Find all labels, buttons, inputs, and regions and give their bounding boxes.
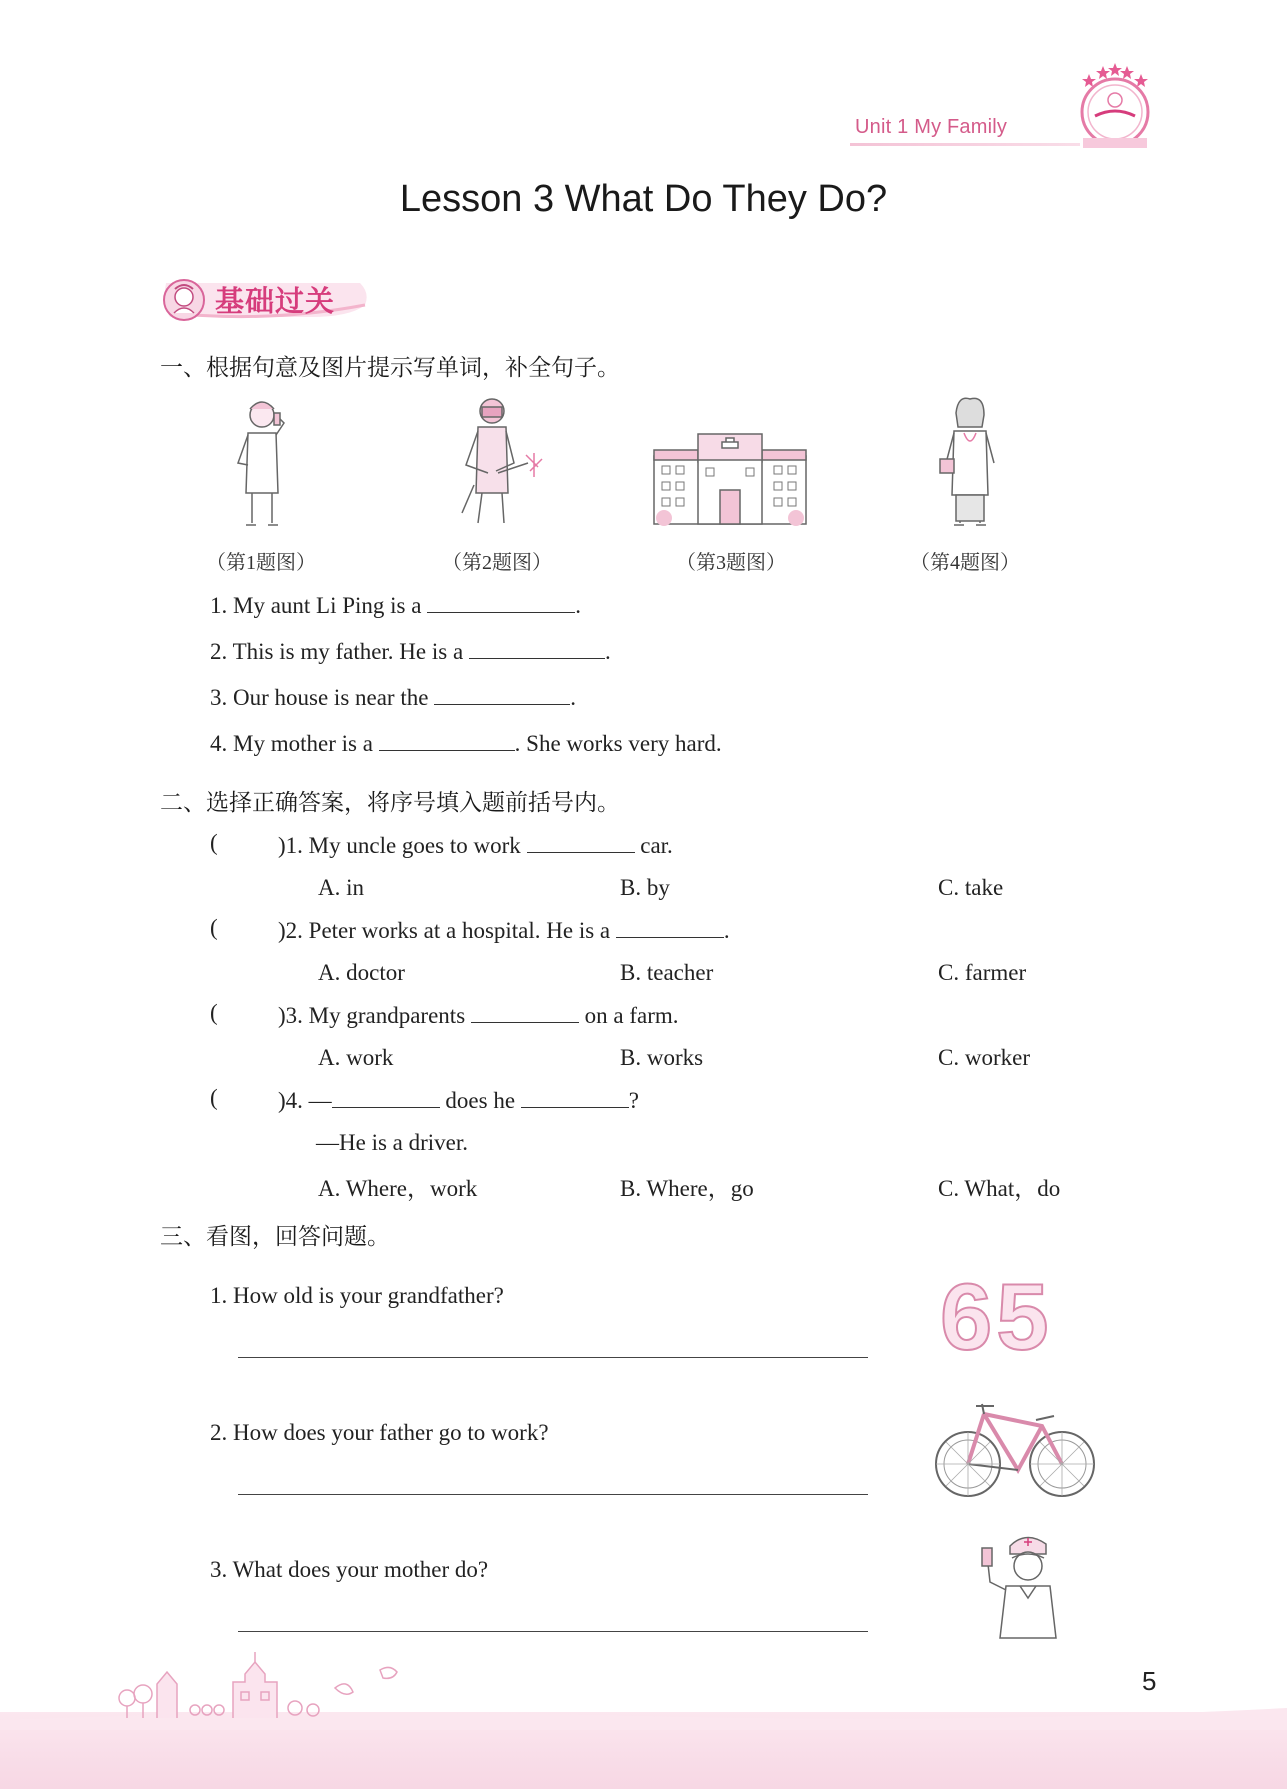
question-text: 4. My mother is a — [210, 731, 373, 756]
part3-heading: 三、看图，回答问题。 — [160, 1224, 390, 1250]
open-question-2: 2. How does your father go to work? — [210, 1420, 549, 1445]
answer-blank — [521, 1085, 629, 1108]
choice-question-3 — [278, 1000, 679, 1029]
picture-caption: （第3题图） — [676, 552, 786, 574]
question-text: )2. Peter works at a hospital. He is a — [278, 918, 611, 943]
question-text: 3. Our house is near the — [210, 685, 429, 710]
hospital-building-icon — [650, 430, 810, 530]
choice-question-2 — [278, 915, 730, 944]
question-text: 2. This is my father. He is a — [210, 639, 464, 664]
option-c: C. What，do — [938, 1176, 1061, 1201]
answer-blank[interactable] — [427, 590, 575, 613]
option-a: A. in — [318, 875, 364, 900]
option-c: C. worker — [938, 1045, 1030, 1070]
picture-caption: （第2题图） — [442, 552, 552, 574]
doctor-icon — [938, 393, 1002, 533]
open-question-1: 1. How old is your grandfather? — [210, 1283, 504, 1308]
option-c: C. take — [938, 875, 1004, 900]
picture-caption: （第4题图） — [910, 552, 1020, 574]
option-a: A. doctor — [318, 960, 405, 985]
question-text-end: . — [570, 685, 576, 710]
question-text: )1. My uncle goes to work — [278, 833, 521, 858]
choice-question-1 — [278, 830, 673, 859]
answer-line[interactable] — [238, 1357, 868, 1358]
question-text: )4. — — [278, 1088, 332, 1113]
option-a: A. Where，work — [318, 1176, 478, 1201]
question-text-mid: does he — [445, 1088, 516, 1113]
dialogue-reply: —He is a driver. — [316, 1130, 469, 1155]
fill-in-question-1 — [210, 590, 581, 619]
option-b: B. teacher — [620, 960, 714, 985]
question-text-end: car. — [640, 833, 673, 858]
section-banner-title: 基础过关 — [215, 286, 336, 318]
question-text-end: . — [575, 593, 581, 618]
page-number: 5 — [1142, 1666, 1157, 1696]
answer-blank — [471, 1000, 579, 1023]
header-divider — [850, 143, 1080, 146]
answer-blank — [332, 1085, 440, 1108]
question-text-end: . She works very hard. — [514, 731, 722, 756]
answer-blank — [527, 830, 635, 853]
question-text-end: ? — [628, 1088, 640, 1113]
question-text-end: . — [604, 639, 611, 664]
answer-blank[interactable] — [469, 636, 605, 659]
town-doodle-icon — [115, 1648, 415, 1720]
answer-blank[interactable] — [434, 682, 570, 705]
woman-on-phone-icon — [228, 393, 296, 531]
fill-in-question-2 — [210, 636, 611, 665]
question-text-end: on a farm. — [584, 1003, 679, 1028]
part1-heading: 一、根据句意及图片提示写单词，补全句子。 — [160, 355, 620, 381]
part2-heading: 二、选择正确答案，将序号填入题前括号内。 — [160, 790, 620, 816]
answer-paren[interactable]: ( — [210, 1000, 218, 1025]
option-c: C. farmer — [938, 960, 1027, 985]
open-question-3: 3. What does your mother do? — [210, 1557, 489, 1582]
bicycle-icon — [932, 1400, 1098, 1504]
unit-header: Unit 1 My Family — [855, 116, 1008, 138]
question-text-end: . — [723, 918, 730, 943]
answer-line[interactable] — [238, 1631, 868, 1632]
answer-blank — [616, 915, 724, 938]
answer-blank[interactable] — [379, 728, 515, 751]
option-a: A. work — [318, 1045, 394, 1070]
age-number-figure: 65 — [940, 1264, 1053, 1369]
fill-in-question-3 — [210, 682, 576, 711]
question-text: )3. My grandparents — [278, 1003, 466, 1028]
question-text: 1. My aunt Li Ping is a — [210, 593, 422, 618]
fill-in-question-4 — [210, 728, 722, 757]
choice-question-4 — [278, 1085, 639, 1114]
worker-icon — [448, 393, 548, 531]
lesson-title: Lesson 3 What Do They Do? — [399, 178, 888, 220]
picture-caption: （第1题图） — [206, 552, 316, 574]
answer-paren[interactable]: ( — [210, 1085, 218, 1110]
publisher-logo-icon — [1075, 60, 1155, 152]
option-b: B. Where，go — [620, 1176, 754, 1201]
answer-line[interactable] — [238, 1494, 868, 1495]
option-b: B. by — [620, 875, 670, 900]
nurse-icon — [976, 1528, 1066, 1640]
answer-paren[interactable]: ( — [210, 915, 218, 940]
answer-paren[interactable]: ( — [210, 830, 218, 855]
option-b: B. works — [620, 1045, 704, 1070]
